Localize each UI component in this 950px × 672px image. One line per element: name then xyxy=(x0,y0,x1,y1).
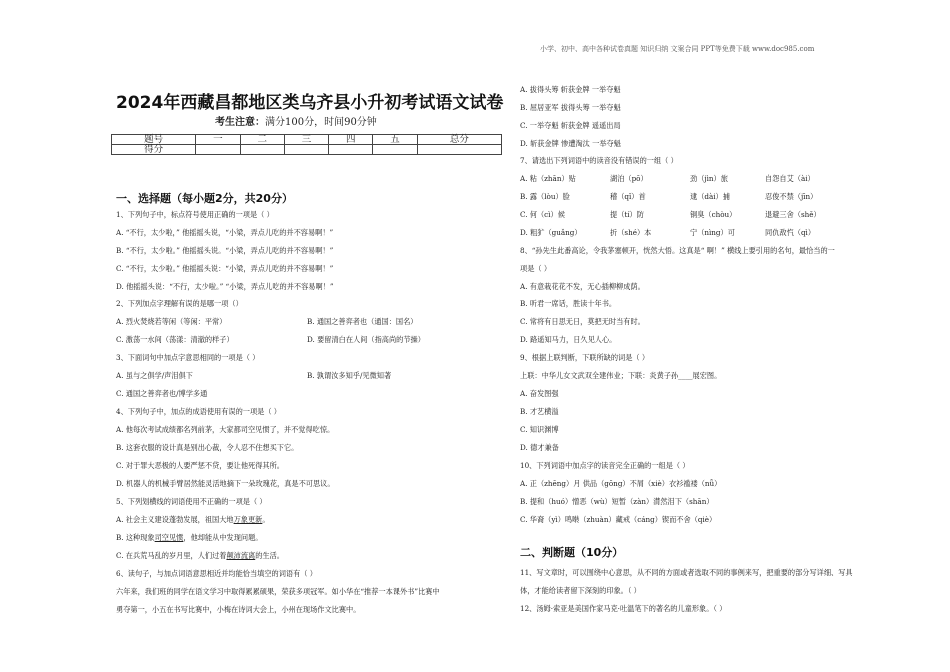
q9-stem: 9、根据上联判断，下联所缺的词是（ ） xyxy=(520,353,650,362)
score-header-cell: 题号 xyxy=(112,135,196,145)
q5-a-text: A. 社会主义建设蓬勃发展，祖国大地 xyxy=(116,515,234,524)
q7-a-2: 湖泊（pō） xyxy=(610,174,648,183)
q7-b-2: 稽（qǐ）首 xyxy=(610,192,646,201)
notice-text: 满分100分，时间90分钟 xyxy=(265,117,377,128)
q9-option-c: C. 知识渊博 xyxy=(520,425,559,434)
page-header: 小学、初中、高中各种试卷真题 知识归纳 文案合同 PPT等免费下载 www.doc985.com xyxy=(540,45,815,53)
q6-option-a: A. 拔得头筹 斩获金牌 一举夺魁 xyxy=(520,85,621,94)
q7-d-1: D. 粗犷（guǎng） xyxy=(520,228,582,237)
q5-option-a xyxy=(116,515,270,524)
page-title: 2024年西藏昌都地区类乌齐县小升初考试语文试卷 xyxy=(116,93,504,113)
section2-title: 二、判断题（10分） xyxy=(520,546,624,559)
q7-b-4: 忍俊不禁（jīn） xyxy=(765,192,818,201)
q6-option-c: C. 一举夺魁 斩获金牌 遥遥出局 xyxy=(520,121,621,130)
q3-option-b: B. 孰谓汝多知乎/见微知著 xyxy=(307,371,392,380)
q7-a-3: 劲（jìn）旅 xyxy=(690,174,728,183)
q2-option-d: D. 要留清白在人间（指高尚的节操） xyxy=(307,335,425,344)
q5-c-text: C. 在兵荒马乱的岁月里，人们过着 xyxy=(116,551,227,560)
q10-option-b: B. 提和（huó）憎恶（wù）短暂（zàn）潸然泪下（shān） xyxy=(520,497,714,506)
q8-option-b: B. 听君一席话，胜读十年书。 xyxy=(520,299,617,308)
q6-stem: 6、读句子，与加点词语意思相近并均能恰当填空的词语有（ ） xyxy=(116,569,317,578)
q9-couplet: 上联：中华儿女文武双全建伟业；下联：炎黄子孙____展宏图。 xyxy=(520,371,722,380)
q7-stem: 7、请选出下列词语中的读音没有错误的一组（ ） xyxy=(520,156,678,165)
q8-option-a: A. 有意栽花花不发，无心插柳柳成荫。 xyxy=(520,282,645,291)
q2-option-c: C. 激荡一水间（荡漾：清澈的样子） xyxy=(116,335,234,344)
q1-option-b: B. “不行，太少啦。” 他摇摇头说。“小梁，弄点儿吃的并不容易啊！” xyxy=(116,246,334,255)
q4-option-a: A. 他每次考试成绩都名列前茅，大家都司空见惯了，并不觉得吃惊。 xyxy=(116,425,335,434)
q1-option-d: D. 他摇摇头说：“不行，太少啦。” “小梁，弄点儿吃的并不容易啊！” xyxy=(116,282,334,291)
q6-option-b: B. 屈居亚军 拔得头筹 一举夺魁 xyxy=(520,103,621,112)
exam-notice xyxy=(215,113,377,128)
q5-stem: 5、下列划横线的词语使用不正确的一项是（ ） xyxy=(116,497,267,506)
score-header-cell: 三 xyxy=(284,135,328,145)
q6-option-d: D. 斩获金牌 惨遭淘汰 一举夺魁 xyxy=(520,139,621,148)
q5-a-underlined: 万象更新 xyxy=(233,515,263,524)
q7-d-3: 宁（nìng）可 xyxy=(690,228,735,237)
q5-c-underlined: 颠沛流离 xyxy=(226,551,256,560)
q8-stem-line2: 项是（ ） xyxy=(520,264,552,273)
section1-title: 一、选择题（每小题2分，共20分） xyxy=(116,192,293,205)
score-header-row xyxy=(112,135,502,145)
q2-option-b: B. 通国之善弈者也（通国：国名） xyxy=(307,317,418,326)
q7-a-1: A. 粘（zhān）贴 xyxy=(520,174,576,183)
q8-option-d: D. 路遥知马力，日久见人心。 xyxy=(520,335,617,344)
q3-option-a: A. 虽与之俱学/声泪俱下 xyxy=(116,371,193,380)
q5-option-c xyxy=(116,551,284,560)
q10-option-a: A. 正（zhēng）月 供品（gōng）不屑（xiè）衣衫褴褛（nǚ） xyxy=(520,479,722,488)
q9-option-d: D. 德才兼备 xyxy=(520,443,559,452)
score-header-cell: 总分 xyxy=(417,135,501,145)
q1-stem: 1、下列句子中，标点符号使用正确的一项是（ ） xyxy=(116,210,274,219)
q9-option-a: A. 奋发图强 xyxy=(520,389,559,398)
q7-c-1: C. 何（cì）候 xyxy=(520,210,565,219)
score-cell xyxy=(329,145,373,155)
q5-b-underlined: 司空见惯 xyxy=(154,533,184,542)
q8-stem-line1: 8、“孙先生此番高论，令我茅塞顿开，恍然大悟。这真是“ 啊！” 横线上要引用的名句，最恰当的一 xyxy=(520,246,835,255)
q1-option-a: A. “不行，太少啦，” 他摇摇头说，“小梁，弄点儿吃的并不容易啊！” xyxy=(116,228,334,237)
q6-passage-line1: 六年来，我们班的同学在语文学习中取得累累硕果，荣获多项冠军。如小华在“推荐一本课外书”比赛中 xyxy=(116,587,440,596)
score-row-label: 得分 xyxy=(112,145,196,155)
q3-stem: 3、下面词句中加点字意思相同的一项是（ ） xyxy=(116,353,260,362)
score-header-cell: 一 xyxy=(196,135,240,145)
q9-option-b: B. 才艺横溢 xyxy=(520,407,559,416)
score-cell xyxy=(373,145,417,155)
score-cell xyxy=(417,145,501,155)
q7-b-1: B. 露（lòu）脸 xyxy=(520,192,570,201)
score-cell xyxy=(240,145,284,155)
q4-stem: 4、下列句子中，加点的成语使用有误的一项是（ ） xyxy=(116,407,281,416)
q3-option-c: C. 通国之善弈者也/博学多通 xyxy=(116,389,208,398)
q7-c-4: 退避三舍（shě） xyxy=(765,210,821,219)
q7-a-4: 自怨自艾（ài） xyxy=(765,174,815,183)
q2-option-a: A. 烈火焚烧若等闲（等闲：平常） xyxy=(116,317,227,326)
q5-b-end: ，他却能从中发现问题。 xyxy=(183,533,263,542)
q11-line2: 体，才能给读者留下深刻的印象。（ ） xyxy=(520,586,641,595)
score-table xyxy=(111,134,502,155)
score-cell xyxy=(284,145,328,155)
score-cell xyxy=(196,145,240,155)
q4-option-b: B. 这套衣服的设计真是别出心裁，令人忍不住想买下它。 xyxy=(116,443,299,452)
q5-b-text: B. 这种现象 xyxy=(116,533,155,542)
score-header-cell: 四 xyxy=(329,135,373,145)
score-header-cell: 二 xyxy=(240,135,284,145)
q8-option-c: C. 常将有日思无日，莫把无时当有时。 xyxy=(520,317,645,326)
score-value-row xyxy=(112,145,502,155)
q5-a-end: 。 xyxy=(262,515,270,524)
q6-passage-line2: 勇夺第一，小五在书写比赛中，小梅在诗词大会上，小州在现场作文比赛中。 xyxy=(116,605,361,614)
q1-option-c: C. “不行，太少啦。” 他摇摇头说：“小梁，弄点儿吃的并不容易啊！” xyxy=(116,264,334,273)
notice-label: 考生注意： xyxy=(215,117,265,128)
q4-option-d: D. 机器人的机械手臂居然能灵活地摘下一朵玫瑰花，真是不可思议。 xyxy=(116,479,335,488)
q4-option-c: C. 对于罪大恶极的人要严惩不贷，要让他死得其所。 xyxy=(116,461,284,470)
q7-c-3: 铜臭（chòu） xyxy=(690,210,737,219)
q7-d-4: 同仇敌忾（qì） xyxy=(765,228,816,237)
q11-line1: 11、写文章时，可以围绕中心意思，从不同的方面或者选取不同的事例来写，把重要的部分写详细、写具 xyxy=(520,568,853,577)
q5-c-end: 的生活。 xyxy=(255,551,284,560)
q7-b-3: 逮（dài）捕 xyxy=(690,192,730,201)
q5-option-b xyxy=(116,533,262,542)
q10-stem: 10、下列词语中加点字的读音完全正确的一组是（ ） xyxy=(520,461,690,470)
score-header-cell: 五 xyxy=(373,135,417,145)
q12: 12、汤姆·索亚是美国作家马克·吐温笔下的著名的儿童形象。（ ） xyxy=(520,604,727,613)
q7-c-2: 提（tí）防 xyxy=(610,210,644,219)
q7-d-2: 折（shé）本 xyxy=(610,228,652,237)
q2-stem: 2、下列加点字理解有误的是哪一项（） xyxy=(116,299,243,308)
q10-option-c: C. 华裔（yì）鸣啭（zhuàn）藏戒（cáng）锲而不舍（qiè） xyxy=(520,515,717,524)
